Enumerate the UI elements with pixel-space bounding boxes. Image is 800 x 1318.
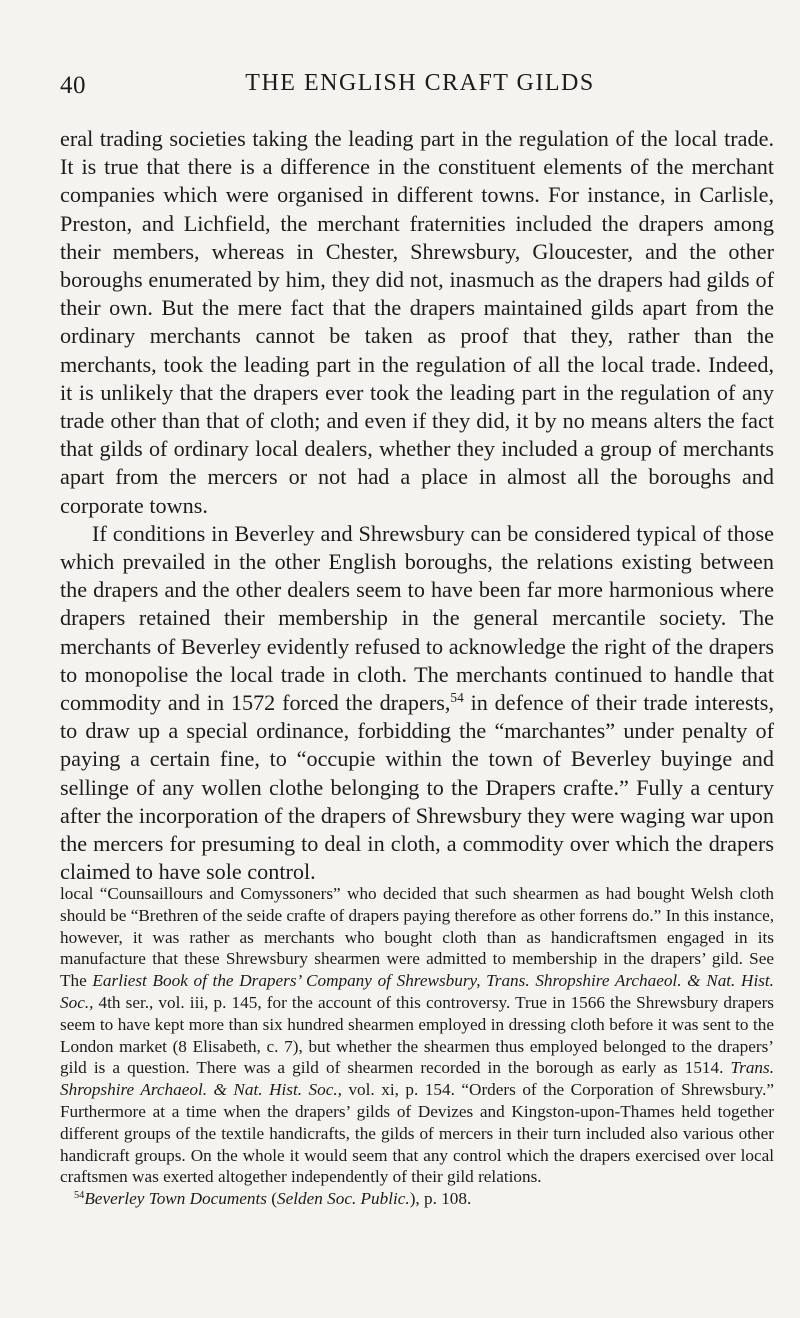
footnotes <box>60 883 774 1210</box>
body-text <box>60 125 774 886</box>
footnote-54 <box>60 1188 774 1210</box>
footnote-text: ), p. 108. <box>409 1189 472 1209</box>
footnote-text: ( <box>266 1189 278 1209</box>
footnote-citation-title: Trans. Shropshire Archaeol. & Nat. Hist. Soc., <box>60 1058 774 1100</box>
paragraph-2 <box>60 520 774 887</box>
footnote-text: local “Counsaillours and Comyssoners” who decided that such shearmen as had bought Welsh cloth should be “Brethren of the seide crafte of drapers paying therefore as other forrens do.” In this instance, however, it was rather as merchants who bought cloth than as handicraftsmen engaged in its manufacture that these Shrewsbury shearmen were admitted to membership in the drapers’ gild. See The <box>60 884 774 991</box>
page-number: 40 <box>60 72 86 99</box>
paragraph-2-text-a: If conditions in Beverley and Shrewsbury can be considered typical of those which prevailed in the other English boroughs, the relations existing between the drapers and the other dealers seem to have been far more harmonious where drapers retained their membership in the general mercantile society. The merchants of Beverley evidently refused to acknowledge the right of the drapers to monopolise the local trade in cloth. The merchants continued to handle that commodity and in 1572 forced the drapers, <box>60 520 774 716</box>
footnote-citation-title: Beverley Town Documents <box>84 1189 267 1209</box>
footnote-text: vol. xi, p. 154. “Orders of the Corporation of Shrewsbury.” Furthermore at a time when the drapers’ gilds of Devizes and Kingston-upon-Thames held together different groups of the textile handicrafts, the gilds of mercers in their turn included also various other handicraft groups. On the whole it would seem that any control which the drapers exercised over local craftsmen was exerted altogether independently of their gild relations. <box>60 1080 775 1187</box>
running-head: THE ENGLISH CRAFT GILDS <box>245 70 595 96</box>
paragraph-1: eral trading societies taking the leading part in the regulation of the local trade. It is true that there is a difference in the constituent elements of the merchant companies which were organised in different towns. For instance, in Carlisle, Preston, and Lichfield, the merchant fraternities included the drapers among their members, whereas in Chester, Shrewsbury, Gloucester, and the other boroughs enumerated by him, they did not, inasmuch as the drapers had gilds of their own. But the mere fact that the drapers maintained gilds apart from the ordinary merchants cannot be taken as proof that they, rather than the merchants, took the leading part in the regulation of all the local trade. Indeed, it is unlikely that the drapers ever took the leading part in the regulation of any trade other than that of cloth; and even if they did, it by no means alters the fact that gilds of ordinary local dealers, whether they included a group of merchants apart from the mercers or not had a place in almost all the boroughs and corporate towns. <box>60 126 774 518</box>
footnote-continuation <box>60 883 774 1188</box>
footnote-ref-54: 54 <box>450 690 464 706</box>
footnote-marker: 54 <box>74 1189 85 1201</box>
footnote-citation-title: Earliest Book of the Drapers’ Company of Shrewsbury, Trans. Shropshire Archaeol. & Nat. Hist. Soc., <box>60 971 774 1012</box>
paragraph-2-text-b: in defence of their trade interests, to draw up a special ordinance, forbidding the “marchantes” under penalty of paying a certain fine, to “occupie within the town of Beverley buyinge and sellinge of any wollen clothe belonging to the Drapers crafte.” Fully a century after the incorporation of the drapers of Shrewsbury they were waging war upon the mercers for presuming to deal in cloth, a commodity over which the drapers claimed to have sole control. <box>60 690 774 885</box>
footnote-text: 4th ser., vol. iii, p. 145, for the account of this controversy. True in 1566 the Shrewsbury drapers seem to have kept more than six hundred shearmen employed in dressing cloth before it was sent to the London market (8 Elisabeth, c. 7), but whether the shearmen thus employed belonged to the drapers’ gild is a question. There was a gild of shearmen recorded in the borough as early as 1514. <box>60 992 774 1078</box>
footnote-citation-series: Selden Soc. Public. <box>277 1189 410 1209</box>
